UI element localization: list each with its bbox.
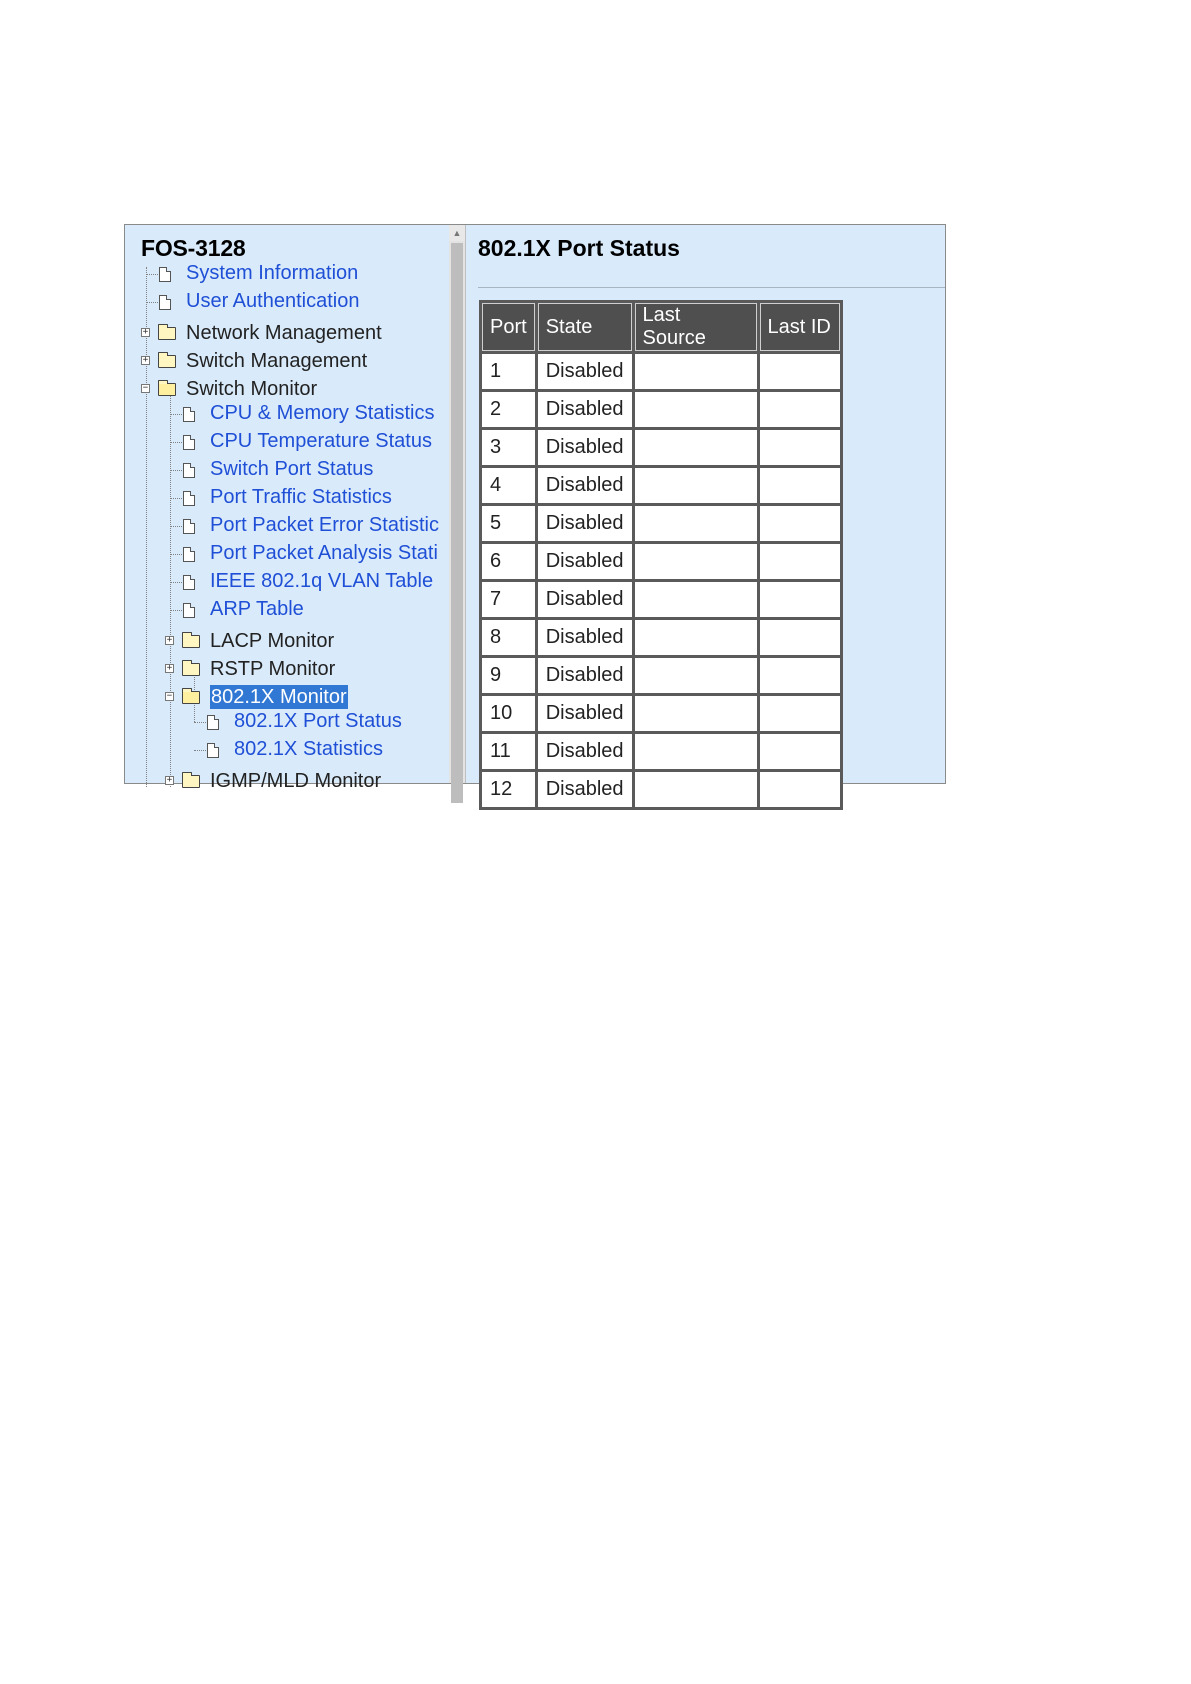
nav-label[interactable]: Port Traffic Statistics <box>210 486 392 508</box>
page-icon <box>183 435 195 450</box>
column-header-last-source: Last Source <box>635 303 757 351</box>
cell-state: Disabled <box>538 354 632 389</box>
cell-last-source <box>635 772 757 807</box>
cell-state: Disabled <box>538 734 632 769</box>
cell-port: 3 <box>482 430 535 465</box>
nav-label[interactable]: LACP Monitor <box>210 630 335 652</box>
page-title: 802.1X Port Status <box>478 235 680 261</box>
cell-last-source <box>635 734 757 769</box>
nav-item-ieee-vlan-table[interactable] <box>125 569 449 595</box>
page-icon <box>183 547 195 562</box>
expand-icon[interactable]: + <box>142 355 149 365</box>
table-row <box>482 430 840 465</box>
cell-state: Disabled <box>538 392 632 427</box>
cell-port: 11 <box>482 734 535 769</box>
collapse-icon[interactable]: − <box>166 691 173 701</box>
nav-label[interactable]: System Information <box>186 262 359 284</box>
folder-icon <box>182 663 200 676</box>
cell-port: 8 <box>482 620 535 655</box>
page-icon <box>183 519 195 534</box>
cell-last-source <box>635 620 757 655</box>
cell-last-id <box>760 392 840 427</box>
nav-label[interactable]: Switch Port Status <box>210 458 374 480</box>
page-icon <box>183 603 195 618</box>
cell-state: Disabled <box>538 506 632 541</box>
cell-last-id <box>760 506 840 541</box>
title-divider <box>478 287 945 288</box>
cell-port: 10 <box>482 696 535 731</box>
table-row <box>482 468 840 503</box>
nav-item-system-information[interactable] <box>125 261 449 287</box>
nav-label[interactable]: User Authentication <box>186 290 360 312</box>
page-icon <box>183 463 195 478</box>
nav-item-8021x-port-status[interactable] <box>125 709 449 735</box>
expand-icon[interactable]: + <box>166 635 173 645</box>
cell-port: 9 <box>482 658 535 693</box>
nav-item-cpu-temperature-status[interactable] <box>125 429 449 455</box>
nav-folder-switch-monitor[interactable] <box>125 377 449 403</box>
web-ui-frame <box>124 224 946 800</box>
cell-last-id <box>760 354 840 389</box>
device-title: FOS-3128 <box>141 235 246 261</box>
cell-last-source <box>635 544 757 579</box>
nav-item-8021x-statistics[interactable] <box>125 737 449 763</box>
nav-label[interactable]: Switch Management <box>186 350 368 372</box>
nav-label[interactable]: Switch Monitor <box>186 378 318 400</box>
cell-last-id <box>760 468 840 503</box>
page-icon <box>183 407 195 422</box>
cell-last-id <box>760 544 840 579</box>
table-row <box>482 658 840 693</box>
cell-port: 2 <box>482 392 535 427</box>
expand-icon[interactable]: + <box>166 775 173 785</box>
cell-port: 5 <box>482 506 535 541</box>
cell-last-source <box>635 696 757 731</box>
main-content <box>466 225 945 800</box>
cell-port: 6 <box>482 544 535 579</box>
navigation-tree <box>125 225 449 792</box>
nav-item-port-packet-analysis-statistics[interactable] <box>125 541 449 567</box>
nav-item-port-traffic-statistics[interactable] <box>125 485 449 511</box>
nav-label[interactable]: IEEE 802.1q VLAN Table <box>210 570 434 592</box>
cell-state: Disabled <box>538 468 632 503</box>
cell-state: Disabled <box>538 658 632 693</box>
cell-last-id <box>760 582 840 617</box>
nav-label[interactable]: CPU & Memory Statistics <box>210 402 435 424</box>
cell-last-source <box>635 506 757 541</box>
cell-last-source <box>635 430 757 465</box>
column-header-port: Port <box>482 303 535 351</box>
cell-state: Disabled <box>538 582 632 617</box>
sidebar-scrollbar[interactable] <box>449 225 465 783</box>
nav-label[interactable]: Port Packet Analysis Stati <box>210 542 438 564</box>
page-icon <box>183 575 195 590</box>
folder-icon <box>158 327 176 340</box>
page-icon <box>207 715 219 730</box>
page-icon <box>183 491 195 506</box>
cell-state: Disabled <box>538 620 632 655</box>
table-row <box>482 392 840 427</box>
cell-last-source <box>635 354 757 389</box>
column-header-last-id: Last ID <box>760 303 840 351</box>
cell-last-id <box>760 772 840 807</box>
nav-item-port-packet-error-statistics[interactable] <box>125 513 449 539</box>
column-header-state: State <box>538 303 632 351</box>
nav-label[interactable]: RSTP Monitor <box>210 658 336 680</box>
nav-item-user-authentication[interactable] <box>125 289 449 315</box>
table-row <box>482 506 840 541</box>
cell-last-id <box>760 430 840 465</box>
table-row <box>482 772 840 807</box>
cell-last-source <box>635 658 757 693</box>
cell-port: 7 <box>482 582 535 617</box>
page-icon <box>207 743 219 758</box>
cell-state: Disabled <box>538 430 632 465</box>
page-icon <box>159 267 171 282</box>
cell-port: 4 <box>482 468 535 503</box>
cell-state: Disabled <box>538 544 632 579</box>
nav-folder-network-management[interactable] <box>125 321 449 347</box>
table-row <box>482 734 840 769</box>
cell-state: Disabled <box>538 696 632 731</box>
table-header-row <box>482 303 840 351</box>
table-row <box>482 620 840 655</box>
nav-label[interactable]: Network Management <box>186 322 382 344</box>
port-status-table <box>479 300 843 810</box>
expand-icon[interactable]: + <box>166 663 173 673</box>
nav-item-arp-table[interactable] <box>125 597 449 623</box>
nav-folder-switch-management[interactable] <box>125 349 449 375</box>
nav-folder-lacp-monitor[interactable] <box>125 629 449 655</box>
cell-port: 1 <box>482 354 535 389</box>
nav-label[interactable]: 802.1X Statistics <box>234 738 383 760</box>
page-icon <box>159 295 171 310</box>
cell-last-id <box>760 658 840 693</box>
folder-open-icon <box>158 383 176 396</box>
nav-label[interactable]: ARP Table <box>210 598 304 620</box>
expand-icon[interactable]: + <box>142 327 149 337</box>
cell-port: 12 <box>482 772 535 807</box>
collapse-icon[interactable]: − <box>142 383 149 393</box>
scroll-thumb[interactable] <box>451 243 463 803</box>
table-row <box>482 354 840 389</box>
nav-label[interactable]: Port Packet Error Statistic <box>210 514 439 536</box>
table-row <box>482 696 840 731</box>
folder-icon <box>182 635 200 648</box>
nav-label[interactable]: IGMP/MLD Monitor <box>210 770 382 792</box>
nav-folder-8021x-monitor[interactable] <box>125 685 449 711</box>
scroll-up-arrow-icon[interactable]: ▲ <box>449 225 465 241</box>
cell-last-source <box>635 582 757 617</box>
nav-item-switch-port-status[interactable] <box>125 457 449 483</box>
table-row <box>482 544 840 579</box>
cell-state: Disabled <box>538 772 632 807</box>
cell-last-id <box>760 620 840 655</box>
nav-label-selected[interactable]: 802.1X Monitor <box>211 686 347 708</box>
folder-icon <box>182 775 200 788</box>
cell-last-source <box>635 468 757 503</box>
cell-last-id <box>760 734 840 769</box>
nav-label[interactable]: CPU Temperature Status <box>210 430 432 452</box>
folder-icon <box>158 355 176 368</box>
table-row <box>482 582 840 617</box>
cell-last-source <box>635 392 757 427</box>
folder-open-icon <box>182 691 200 704</box>
nav-folder-igmp-mld-monitor[interactable] <box>125 769 449 795</box>
nav-folder-rstp-monitor[interactable] <box>125 657 449 683</box>
nav-item-cpu-memory-statistics[interactable] <box>125 401 449 427</box>
nav-label[interactable]: 802.1X Port Status <box>234 710 402 732</box>
table-body <box>482 354 840 807</box>
cell-last-id <box>760 696 840 731</box>
